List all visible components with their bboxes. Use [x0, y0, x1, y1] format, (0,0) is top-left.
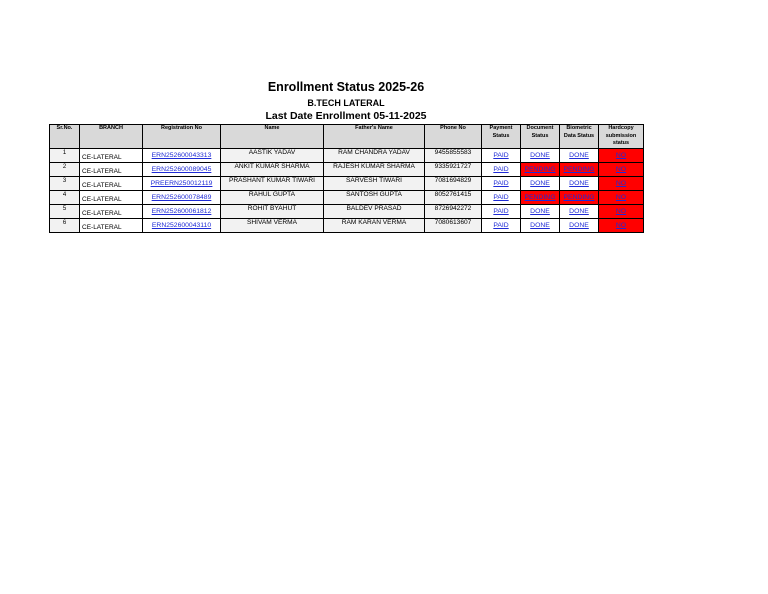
col-header-biometric: Biometric Data Status [560, 125, 599, 149]
cell-reg [143, 218, 221, 232]
cell-biometric [560, 148, 599, 162]
hardcopy-link[interactable]: NO [615, 207, 627, 215]
cell-hardcopy [599, 176, 644, 190]
cell-phone: 9335921727 [425, 162, 482, 176]
cell-phone: 9455855583 [425, 148, 482, 162]
cell-phone: 7081694829 [425, 176, 482, 190]
cell-reg [143, 148, 221, 162]
page-subtitle: B.TECH LATERAL [307, 98, 385, 108]
reg-link[interactable]: ERN252600043110 [151, 221, 212, 229]
hardcopy-link[interactable]: NO [615, 221, 627, 229]
document-link[interactable]: PENDING [524, 193, 556, 201]
cell-reg [143, 176, 221, 190]
hardcopy-link[interactable]: NO [615, 151, 627, 159]
last-date-label: Last Date Enrollment 05-11-2025 [265, 110, 427, 122]
cell-biometric [560, 218, 599, 232]
cell-name: AASTIK YADAV [221, 148, 324, 162]
col-header-father: Father's Name [324, 125, 425, 149]
cell-biometric [560, 190, 599, 204]
cell-branch: CE-LATERAL [80, 204, 143, 218]
cell-father: RAJESH KUMAR SHARMA [324, 162, 425, 176]
biometric-link[interactable]: PENDING [563, 165, 595, 173]
table-row [50, 148, 644, 162]
payment-link[interactable]: PAID [493, 165, 509, 173]
cell-hardcopy [599, 204, 644, 218]
payment-link[interactable]: PAID [493, 207, 509, 215]
cell-reg [143, 204, 221, 218]
col-header-document: Document Status [521, 125, 560, 149]
col-header-sr: Sr.No. [50, 125, 80, 149]
table-row [50, 176, 644, 190]
col-header-hardcopy: Hardcopy submission status [599, 125, 644, 149]
reg-link[interactable]: ERN252600043313 [151, 151, 212, 159]
cell-biometric [560, 162, 599, 176]
reg-link[interactable]: PREERN250012119 [150, 179, 213, 187]
enrollment-table [49, 124, 644, 233]
cell-phone: 8726942272 [425, 204, 482, 218]
cell-hardcopy [599, 162, 644, 176]
cell-name: RAHUL GUPTA [221, 190, 324, 204]
biometric-link[interactable]: DONE [569, 179, 589, 187]
cell-phone: 8052761415 [425, 190, 482, 204]
col-header-registration: Registration No [143, 125, 221, 149]
cell-branch: CE-LATERAL [80, 162, 143, 176]
cell-father: SARVESH TIWARI [324, 176, 425, 190]
document-link[interactable]: DONE [530, 207, 550, 215]
cell-document [521, 190, 560, 204]
cell-biometric [560, 176, 599, 190]
cell-biometric [560, 204, 599, 218]
biometric-link[interactable]: DONE [569, 207, 589, 215]
biometric-link[interactable]: PENDING [563, 193, 595, 201]
cell-payment [482, 162, 521, 176]
document-link[interactable]: PENDING [524, 165, 556, 173]
cell-name: PRASHANT KUMAR TIWARI [221, 176, 324, 190]
cell-sr: 2 [50, 162, 80, 176]
cell-payment [482, 204, 521, 218]
table-row [50, 204, 644, 218]
page-title: Enrollment Status 2025-26 [267, 80, 425, 94]
cell-father: RAM CHANDRA YADAV [324, 148, 425, 162]
cell-sr: 4 [50, 190, 80, 204]
cell-name: SHIVAM VERMA [221, 218, 324, 232]
cell-branch: CE-LATERAL [80, 148, 143, 162]
cell-document [521, 204, 560, 218]
col-header-name: Name [221, 125, 324, 149]
cell-father: SANTOSH GUPTA [324, 190, 425, 204]
cell-payment [482, 148, 521, 162]
payment-link[interactable]: PAID [493, 221, 509, 229]
cell-phone: 7080613607 [425, 218, 482, 232]
hardcopy-link[interactable]: NO [615, 165, 627, 173]
cell-document [521, 162, 560, 176]
table-row [50, 218, 644, 232]
biometric-link[interactable]: DONE [569, 221, 589, 229]
cell-father: RAM KARAN VERMA [324, 218, 425, 232]
cell-hardcopy [599, 190, 644, 204]
cell-payment [482, 218, 521, 232]
table-row [50, 190, 644, 204]
cell-sr: 5 [50, 204, 80, 218]
cell-father: BALDEV PRASAD [324, 204, 425, 218]
reg-link[interactable]: ERN252600089045 [151, 165, 212, 173]
table-header-row [50, 125, 644, 149]
reg-link[interactable]: ERN252600061812 [151, 207, 212, 215]
cell-name: ROHIT BYAHUT [221, 204, 324, 218]
col-header-branch: BRANCH [80, 125, 143, 149]
cell-document [521, 176, 560, 190]
cell-document [521, 218, 560, 232]
cell-payment [482, 176, 521, 190]
payment-link[interactable]: PAID [493, 193, 509, 201]
cell-document [521, 148, 560, 162]
hardcopy-link[interactable]: NO [615, 193, 627, 201]
cell-sr: 6 [50, 218, 80, 232]
cell-branch: CE-LATERAL [80, 176, 143, 190]
reg-link[interactable]: ERN252600078489 [151, 193, 212, 201]
document-link[interactable]: DONE [530, 179, 550, 187]
cell-name: ANKIT KUMAR SHARMA [221, 162, 324, 176]
payment-link[interactable]: PAID [493, 179, 509, 187]
cell-branch: CE-LATERAL [80, 190, 143, 204]
hardcopy-link[interactable]: NO [615, 179, 627, 187]
payment-link[interactable]: PAID [493, 151, 509, 159]
cell-hardcopy [599, 148, 644, 162]
col-header-phone: Phone No [425, 125, 482, 149]
cell-sr: 3 [50, 176, 80, 190]
document-link[interactable]: DONE [530, 151, 550, 159]
cell-hardcopy [599, 218, 644, 232]
cell-branch: CE-LATERAL [80, 218, 143, 232]
cell-reg [143, 162, 221, 176]
cell-reg [143, 190, 221, 204]
col-header-payment: Payment Status [482, 125, 521, 149]
table-row [50, 162, 644, 176]
cell-payment [482, 190, 521, 204]
biometric-link[interactable]: DONE [569, 151, 589, 159]
document-link[interactable]: DONE [530, 221, 550, 229]
cell-sr: 1 [50, 148, 80, 162]
